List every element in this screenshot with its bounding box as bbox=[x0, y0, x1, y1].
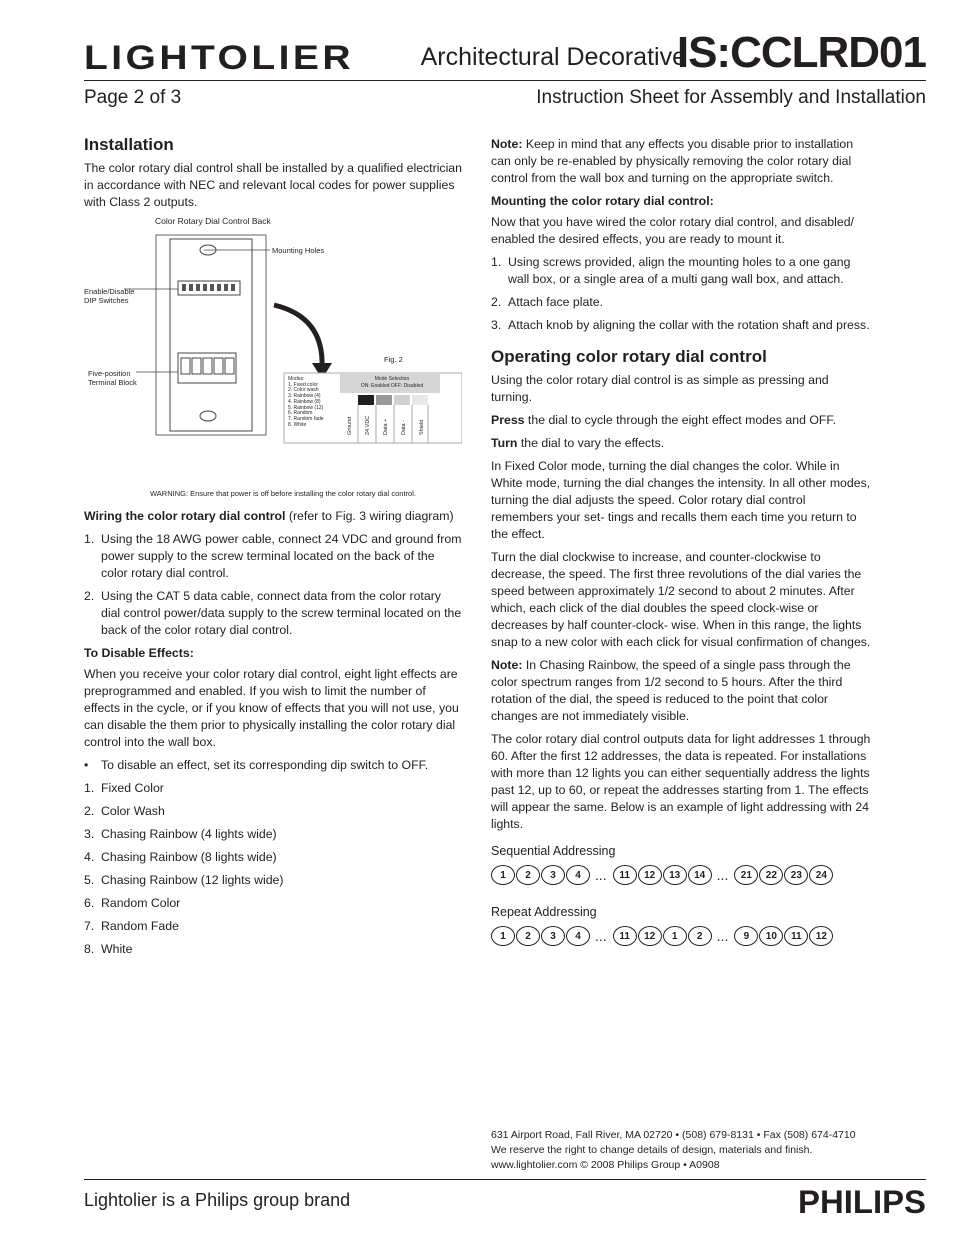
press-label: Press bbox=[491, 413, 525, 427]
page-number: Page 2 of 3 bbox=[84, 87, 182, 108]
mount-steps bbox=[491, 254, 871, 334]
address-circle: 2 bbox=[688, 926, 712, 946]
header-rule bbox=[84, 80, 926, 81]
turn-text: the dial to vary the effects. bbox=[517, 436, 665, 450]
press-line bbox=[491, 412, 871, 429]
mode-selection-title: Mode Selection bbox=[374, 376, 410, 382]
series-title: Architectural Decorative bbox=[420, 43, 686, 71]
operating-heading: Operating color rotary dial control bbox=[491, 347, 767, 366]
address-circle: 23 bbox=[784, 865, 808, 885]
wiring-heading-line bbox=[84, 508, 462, 525]
sheet-title: Instruction Sheet for Assembly and Installation bbox=[536, 87, 926, 108]
note-disable bbox=[491, 136, 871, 187]
note-rainbow bbox=[491, 657, 871, 725]
brand-line: Lightolier is a Philips group brand bbox=[84, 1190, 351, 1210]
address-circle: 1 bbox=[663, 926, 687, 946]
wiring-step-text: Using the CAT 5 data cable, connect data from the color rotary dial control power/data supply to the screw terminal located on the back of the color rotary dial control. bbox=[101, 589, 462, 637]
mode-item: 6. Random bbox=[288, 410, 313, 417]
footer-line-3: www.lightolier.com © 2008 Philips Group • A0908 bbox=[491, 1159, 720, 1171]
address-circle: 9 bbox=[734, 926, 758, 946]
mode-item: 4. Rainbow (8) bbox=[288, 398, 321, 405]
address-circle: 12 bbox=[638, 926, 662, 946]
mount-step-text: Attach face plate. bbox=[508, 295, 604, 309]
fig-label: Fig. 2 bbox=[384, 355, 403, 364]
mounting-holes-label: Mounting Holes bbox=[272, 246, 325, 255]
note-label: Note: bbox=[491, 137, 523, 151]
list-item: 4. Chasing Rainbow (8 lights wide) bbox=[84, 850, 277, 864]
address-circle: 12 bbox=[638, 865, 662, 885]
address-circle: 13 bbox=[663, 865, 687, 885]
footer-rule bbox=[84, 1179, 926, 1180]
mount-step-text: Attach knob by aligning the collar with the rotation shaft and press. bbox=[508, 318, 870, 332]
wiring-ref: (refer to Fig. 3 wiring diagram) bbox=[285, 509, 454, 523]
effect-name: Random Fade bbox=[101, 919, 179, 933]
mode-selection-legend: ON: Enabled OFF: Disabled bbox=[360, 383, 424, 389]
effect-name: Chasing Rainbow (8 lights wide) bbox=[101, 850, 277, 864]
left-column bbox=[84, 136, 462, 964]
mount-step-text: Using screws provided, align the mounting holes to a one gang wall box, or a single area of a multi gang wall box, and attach. bbox=[508, 255, 851, 286]
effect-name: Color Wash bbox=[101, 804, 165, 818]
mode-item: 2. Color wash bbox=[288, 387, 319, 394]
figure-warning: WARNING: Ensure that power is off before installing the color rotary dial control. bbox=[150, 489, 416, 498]
effects-list bbox=[84, 757, 462, 958]
footer-line-1: 631 Airport Road, Fall River, MA 02720 • (508) 679-8131 • Fax (508) 674-4710 bbox=[491, 1129, 856, 1141]
control-back-figure bbox=[84, 217, 462, 502]
mount-intro: Now that you have wired the color rotary dial control, and disabled/ enabled the desired effects, you are ready to mount it. bbox=[491, 215, 854, 246]
footer-line-2: We reserve the right to change details of design, materials and finish. bbox=[491, 1144, 813, 1156]
operating-intro: Using the color rotary dial control is as simple as pressing and turning. bbox=[491, 373, 829, 404]
sequential-row bbox=[491, 864, 871, 886]
dip-label-1: Enable/Disable bbox=[84, 287, 135, 296]
footer-address bbox=[491, 1128, 856, 1173]
effect-name: Chasing Rainbow (12 lights wide) bbox=[101, 873, 284, 887]
mount-heading: Mounting the color rotary dial control: bbox=[491, 194, 714, 208]
philips-logo bbox=[798, 1184, 928, 1216]
turn-dial-paragraph: Turn the dial clockwise to increase, and counter-clockwise to decrease, the speed. The first three revolutions of the dial varies the speed between approximately 1/2 second to about 2 minutes. After which, each click of the dial doubles the speed clock-wise or decreases by half counter-clock- wise. When in this range, the lights snap to a new color with each click for visual confirmation of changes. bbox=[491, 550, 871, 649]
terminal-shield: Shield bbox=[419, 419, 425, 435]
lightolier-logo-text: LIGHTOLIER bbox=[84, 39, 354, 74]
turn-line bbox=[491, 435, 871, 452]
list-item: 7. Random Fade bbox=[84, 919, 179, 933]
address-circle: 3 bbox=[541, 865, 565, 885]
address-circle: 4 bbox=[566, 926, 590, 946]
list-item: 3. Chasing Rainbow (4 lights wide) bbox=[84, 827, 277, 841]
mode-item: 7. Random fade bbox=[288, 415, 324, 422]
address-circle: 11 bbox=[613, 865, 637, 885]
mode-item: 3. Rainbow (4) bbox=[288, 393, 321, 400]
ellipsis: ... bbox=[595, 927, 607, 944]
address-circle: 21 bbox=[734, 865, 758, 885]
list-item: 1. Using screws provided, align the mounting holes to a one gang wall box, or a single area of a multi gang wall box, and attach. bbox=[491, 255, 851, 286]
fixed-color-paragraph: In Fixed Color mode, turning the dial changes the color. While in White mode, turning the dial changes the intensity. In all other modes, turning the dial adjusts the speed. Color rotary dial control remembers your set- tings and recalls them each time you return to the effect. bbox=[491, 459, 871, 541]
repeat-title: Repeat Addressing bbox=[491, 905, 597, 919]
right-column bbox=[491, 136, 871, 947]
note-text: In Chasing Rainbow, the speed of a single pass through the color spectrum ranges from 1/2 second to 5 hours. After the third rotation of the dial, the speed is reduced to the point that color changes are not immediately visible. bbox=[491, 658, 851, 723]
effect-name: Fixed Color bbox=[101, 781, 164, 795]
address-circle: 12 bbox=[809, 926, 833, 946]
terminal-24vdc: 24 VDC bbox=[365, 415, 371, 435]
ellipsis: ... bbox=[595, 866, 607, 883]
terminal-ground: Ground bbox=[347, 416, 353, 435]
mode-item: Modes: bbox=[288, 376, 305, 382]
lightolier-logo bbox=[84, 38, 364, 74]
address-circle: 14 bbox=[688, 865, 712, 885]
address-circle: 1 bbox=[491, 865, 515, 885]
address-circle: 10 bbox=[759, 926, 783, 946]
product-code: IS:CCLRD01 bbox=[676, 28, 926, 77]
list-item: 1. Fixed Color bbox=[84, 781, 164, 795]
effect-name: Random Color bbox=[101, 896, 181, 910]
repeat-row bbox=[491, 925, 871, 947]
disable-heading: To Disable Effects: bbox=[84, 646, 194, 660]
address-circle: 2 bbox=[516, 865, 540, 885]
mode-item: 5. Rainbow (12) bbox=[288, 404, 324, 411]
list-item: 8. White bbox=[84, 942, 133, 956]
wiring-steps bbox=[84, 531, 462, 639]
bullet-text: To disable an effect, set its corresponding dip switch to OFF. bbox=[101, 758, 429, 772]
address-circle: 11 bbox=[784, 926, 808, 946]
list-item: 6. Random Color bbox=[84, 896, 181, 910]
modes-list bbox=[288, 377, 342, 428]
turn-label: Turn bbox=[491, 436, 518, 450]
control-back-drawing bbox=[84, 217, 462, 502]
figure-title: Color Rotary Dial Control Back bbox=[155, 216, 271, 226]
sequential-title: Sequential Addressing bbox=[491, 844, 616, 858]
installation-heading: Installation bbox=[84, 135, 174, 154]
press-text: the dial to cycle through the eight effect modes and OFF. bbox=[524, 413, 836, 427]
list-item: 1. Using the 18 AWG power cable, connect 24 VDC and ground from power supply to the screw terminal located on the back of the color rotary dial control. bbox=[84, 532, 462, 580]
installation-intro: The color rotary dial control shall be installed by a qualified electrician in accordance with NEC and relevant local codes for power supplies with Class 2 outputs. bbox=[84, 161, 462, 209]
terminal-data-minus: Data - bbox=[401, 420, 407, 435]
note-text: Keep in mind that any effects you disable prior to installation can only be re-enabled by physically removing the color rotary dial control from the wall box and turning on the appropriate switch. bbox=[491, 137, 854, 185]
ellipsis: ... bbox=[716, 866, 729, 883]
philips-logo-text: PHILIPS bbox=[798, 1184, 926, 1216]
address-circle: 24 bbox=[809, 865, 833, 885]
wiring-heading: Wiring the color rotary dial control bbox=[84, 509, 286, 523]
note-label: Note: bbox=[491, 658, 523, 672]
address-circle: 2 bbox=[516, 926, 540, 946]
mode-item: 8. White bbox=[288, 421, 307, 428]
address-circle: 11 bbox=[613, 926, 637, 946]
addressing-paragraph: The color rotary dial control outputs data for light addresses 1 through 60. After the first 12 addresses, the data is repeated. For installations with more than 12 lights you can either sequentially address the lights past 12, up to 60, or repeat the addresses starting from 1. The effects will appear the same. Below is an example of light addressing with 24 lights. bbox=[491, 732, 871, 831]
address-circle: 1 bbox=[491, 926, 515, 946]
disable-text: When you receive your color rotary dial control, eight light effects are preprogrammed and enabled. If you wish to limit the number of effects in the cycle, or if you know of effects that you will not use, you can disable the them prior to physically installing the color rotary dial control into the wall box. bbox=[84, 667, 459, 749]
address-circle: 3 bbox=[541, 926, 565, 946]
address-circle: 4 bbox=[566, 865, 590, 885]
ellipsis: ... bbox=[716, 927, 729, 944]
effect-name: White bbox=[101, 942, 133, 956]
list-item: 2. Attach face plate. bbox=[491, 295, 604, 309]
address-circle: 22 bbox=[759, 865, 783, 885]
list-item: 2. Using the CAT 5 data cable, connect data from the color rotary dial control power/data supply to the screw terminal located on the back of the color rotary dial control. bbox=[84, 589, 462, 637]
wiring-step-text: Using the 18 AWG power cable, connect 24 VDC and ground from power supply to the screw terminal located on the back of the color rotary dial control. bbox=[101, 532, 462, 580]
effect-name: Chasing Rainbow (4 lights wide) bbox=[101, 827, 277, 841]
terminal-label-2: Terminal Block bbox=[88, 378, 137, 387]
terminal-data-plus: Data + bbox=[383, 418, 389, 435]
mode-item: 1. Fixed color bbox=[288, 381, 319, 388]
list-item: 3. Attach knob by aligning the collar with the rotation shaft and press. bbox=[491, 318, 870, 332]
bullet-item: • To disable an effect, set its corresponding dip switch to OFF. bbox=[84, 758, 429, 772]
list-item: 2. Color Wash bbox=[84, 804, 165, 818]
dip-label-2: DIP Switches bbox=[84, 296, 129, 305]
list-item: 5. Chasing Rainbow (12 lights wide) bbox=[84, 873, 284, 887]
terminal-label-1: Five-position bbox=[88, 369, 131, 378]
